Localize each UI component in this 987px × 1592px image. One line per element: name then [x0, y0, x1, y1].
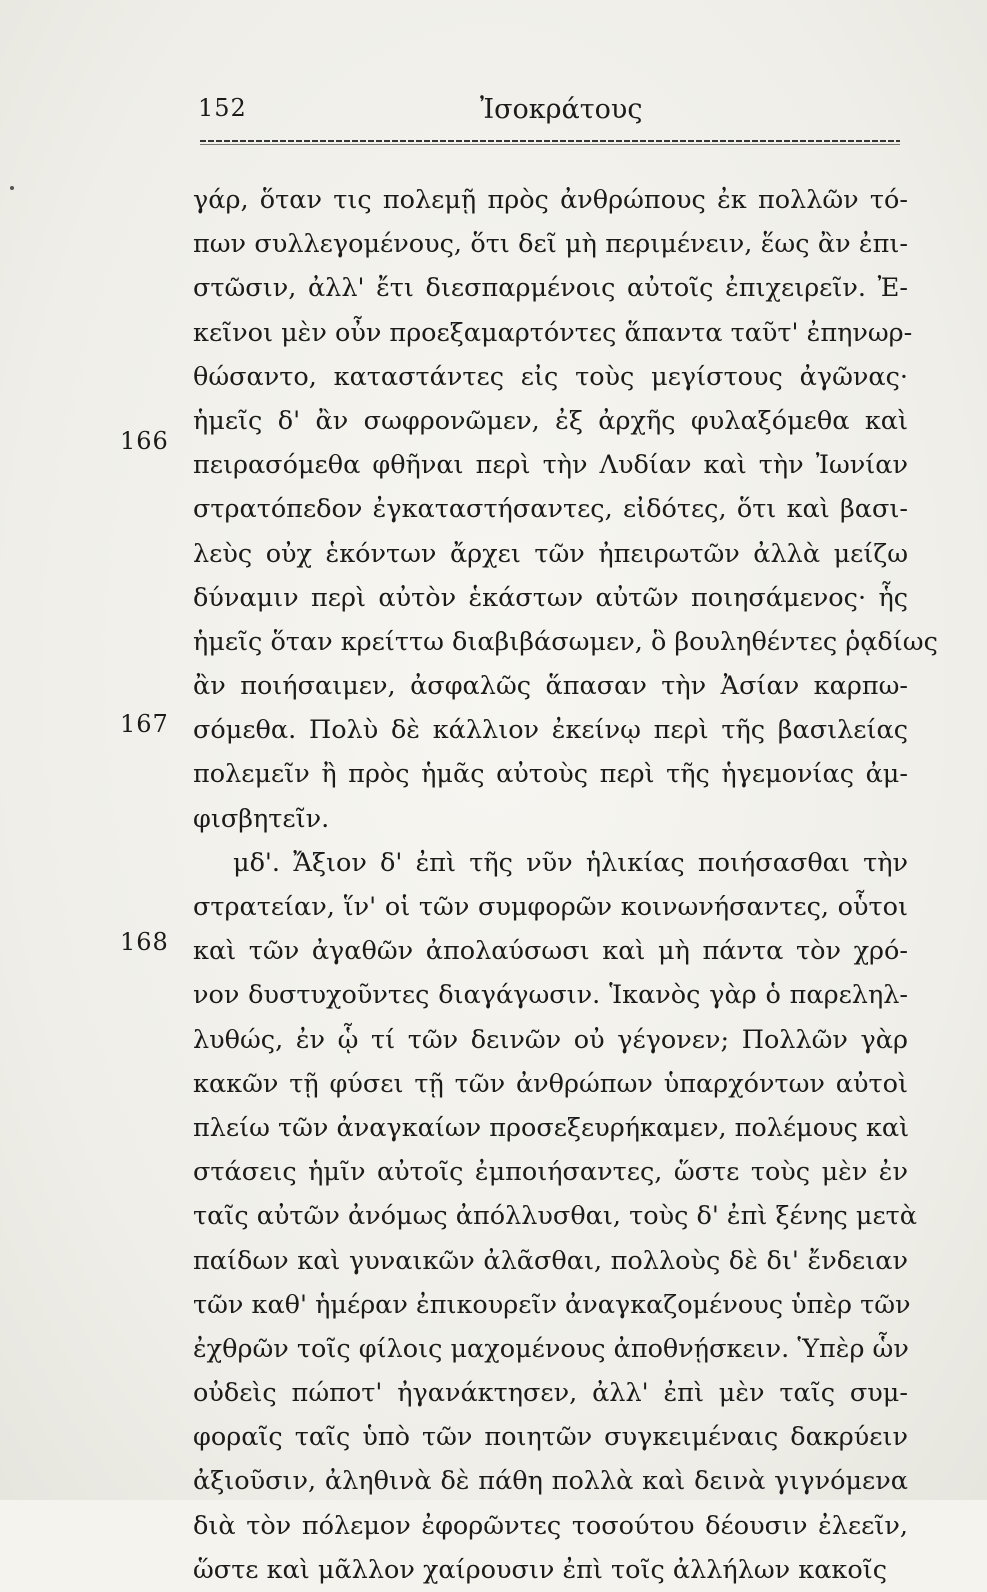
header-rule-line — [200, 144, 900, 145]
header-rule — [200, 140, 900, 142]
text-line: στρατείαν, ἵν' οἱ τῶν συμφορῶν κοινωνήσαντες, οὗτοι — [193, 892, 908, 922]
text-line: κεῖνοι μὲν οὖν προεξαμαρτόντες ἅπαντα ταῦτ' ἐπηνωρ- — [193, 317, 913, 348]
text-line: λεὺς οὐχ ἑκόντων ἄρχει τῶν ἠπειρωτῶν ἀλλὰ μείζω — [193, 538, 908, 569]
page-header — [198, 94, 898, 134]
text-line: δύναμιν περὶ αὐτὸν ἑκάστων αὐτῶν ποιησάμενος· ἧς — [193, 582, 908, 613]
text-line: ταῖς αὐτῶν ἀνόμως ἀπόλλυσθαι, τοὺς δ' ἐπὶ ξένης μετὰ — [193, 1201, 918, 1232]
text-line: πειρασόμεθα φθῆναι περὶ τὴν Λυδίαν καὶ τὴν Ἰωνίαν — [193, 450, 908, 481]
text-line: φοραῖς ταῖς ὑπὸ τῶν ποιητῶν συγκειμέναις δακρύειν — [193, 1422, 908, 1453]
body-text — [193, 178, 938, 1592]
text-line: γάρ, ὅταν τις πολεμῇ πρὸς ἀνθρώπους ἐκ πολλῶν τό- — [193, 185, 908, 215]
section-number-168: 168 — [120, 928, 169, 956]
text-line: διὰ τὸν πόλεμον ἐφορῶντες τοσούτου δέουσιν ἐλεεῖν, — [193, 1510, 908, 1541]
margin-speck — [10, 186, 14, 190]
text-line: μδ'. Ἄξιον δ' ἐπὶ τῆς νῦν ἡλικίας ποιήσασθαι τὴν — [233, 847, 908, 878]
text-line: στῶσιν, ἀλλ' ἔτι διεσπαρμένοις αὐτοῖς ἐπιχειρεῖν. Ἐ- — [193, 273, 908, 304]
text-line: ἐχθρῶν τοῖς φίλοις μαχομένους ἀποθνῄσκειν. Ὑπὲρ ὧν — [193, 1333, 909, 1364]
text-line: ἡμεῖς ὅταν κρείττω διαβιβάσωμεν, ὃ βουληθέντες ῥᾳδίως — [193, 626, 938, 657]
page-number: 152 — [198, 94, 247, 122]
text-line: πλείω τῶν ἀναγκαίων προσεξευρήκαμεν, πολέμους καὶ — [193, 1112, 910, 1143]
text-line: φισβητεῖν. — [193, 803, 330, 834]
section-number-166: 166 — [120, 427, 169, 455]
text-line: πων συλλεγομένους, ὅτι δεῖ μὴ περιμένειν, ἕως ἂν ἐπι- — [193, 229, 908, 260]
text-line: καὶ τῶν ἀγαθῶν ἀπολαύσωσι καὶ μὴ πάντα τὸν χρό- — [193, 936, 908, 967]
text-line: κακῶν τῇ φύσει τῇ τῶν ἀνθρώπων ὑπαρχόντων αὐτοὶ — [193, 1068, 908, 1099]
text-line: στρατόπεδον ἐγκαταστήσαντες, εἰδότες, ὅτι καὶ βασι- — [193, 494, 908, 525]
text-line: ἀξιοῦσιν, ἀληθινὰ δὲ πάθη πολλὰ καὶ δεινὰ γιγνόμενα — [193, 1466, 908, 1497]
text-line: ὥστε καὶ μᾶλλον χαίρουσιν ἐπὶ τοῖς ἀλλήλων κακοῖς — [193, 1554, 887, 1585]
text-line: νον δυστυχοῦντες διαγάγωσιν. Ἱκανὸς γὰρ ὁ παρεληλ- — [193, 980, 908, 1011]
text-line: θώσαντο, καταστάντες εἰς τοὺς μεγίστους ἀγῶνας· — [193, 361, 908, 392]
text-line: ἡμεῖς δ' ἂν σωφρονῶμεν, ἐξ ἀρχῆς φυλαξόμεθα καὶ — [193, 405, 908, 436]
text-line: παίδων καὶ γυναικῶν ἀλᾶσθαι, πολλοὺς δὲ δι' ἔνδειαν — [193, 1245, 908, 1276]
text-line: λυθώς, ἐν ᾧ τί τῶν δεινῶν οὐ γέγονεν; Πολλῶν γὰρ — [193, 1024, 908, 1055]
section-number-167: 167 — [120, 710, 169, 738]
text-line: οὐδεὶς πώποτ' ἠγανάκτησεν, ἀλλ' ἐπὶ μὲν ταῖς συμ- — [193, 1378, 908, 1409]
running-title: Ἰσοκράτους — [480, 94, 643, 125]
text-line: τῶν καθ' ἡμέραν ἐπικουρεῖν ἀναγκαζομένους ὑπὲρ τῶν — [193, 1289, 911, 1320]
text-line: σόμεθα. Πολὺ δὲ κάλλιον ἐκείνῳ περὶ τῆς βασιλείας — [193, 715, 908, 746]
text-line: στάσεις ἡμῖν αὐτοῖς ἐμποιήσαντες, ὥστε τοὺς μὲν ἐν — [193, 1157, 908, 1188]
text-line: ἂν ποιήσαιμεν, ἀσφαλῶς ἅπασαν τὴν Ἀσίαν καρπω- — [193, 671, 908, 702]
text-line: πολεμεῖν ἢ πρὸς ἡμᾶς αὐτοὺς περὶ τῆς ἡγεμονίας ἀμ- — [193, 759, 908, 790]
